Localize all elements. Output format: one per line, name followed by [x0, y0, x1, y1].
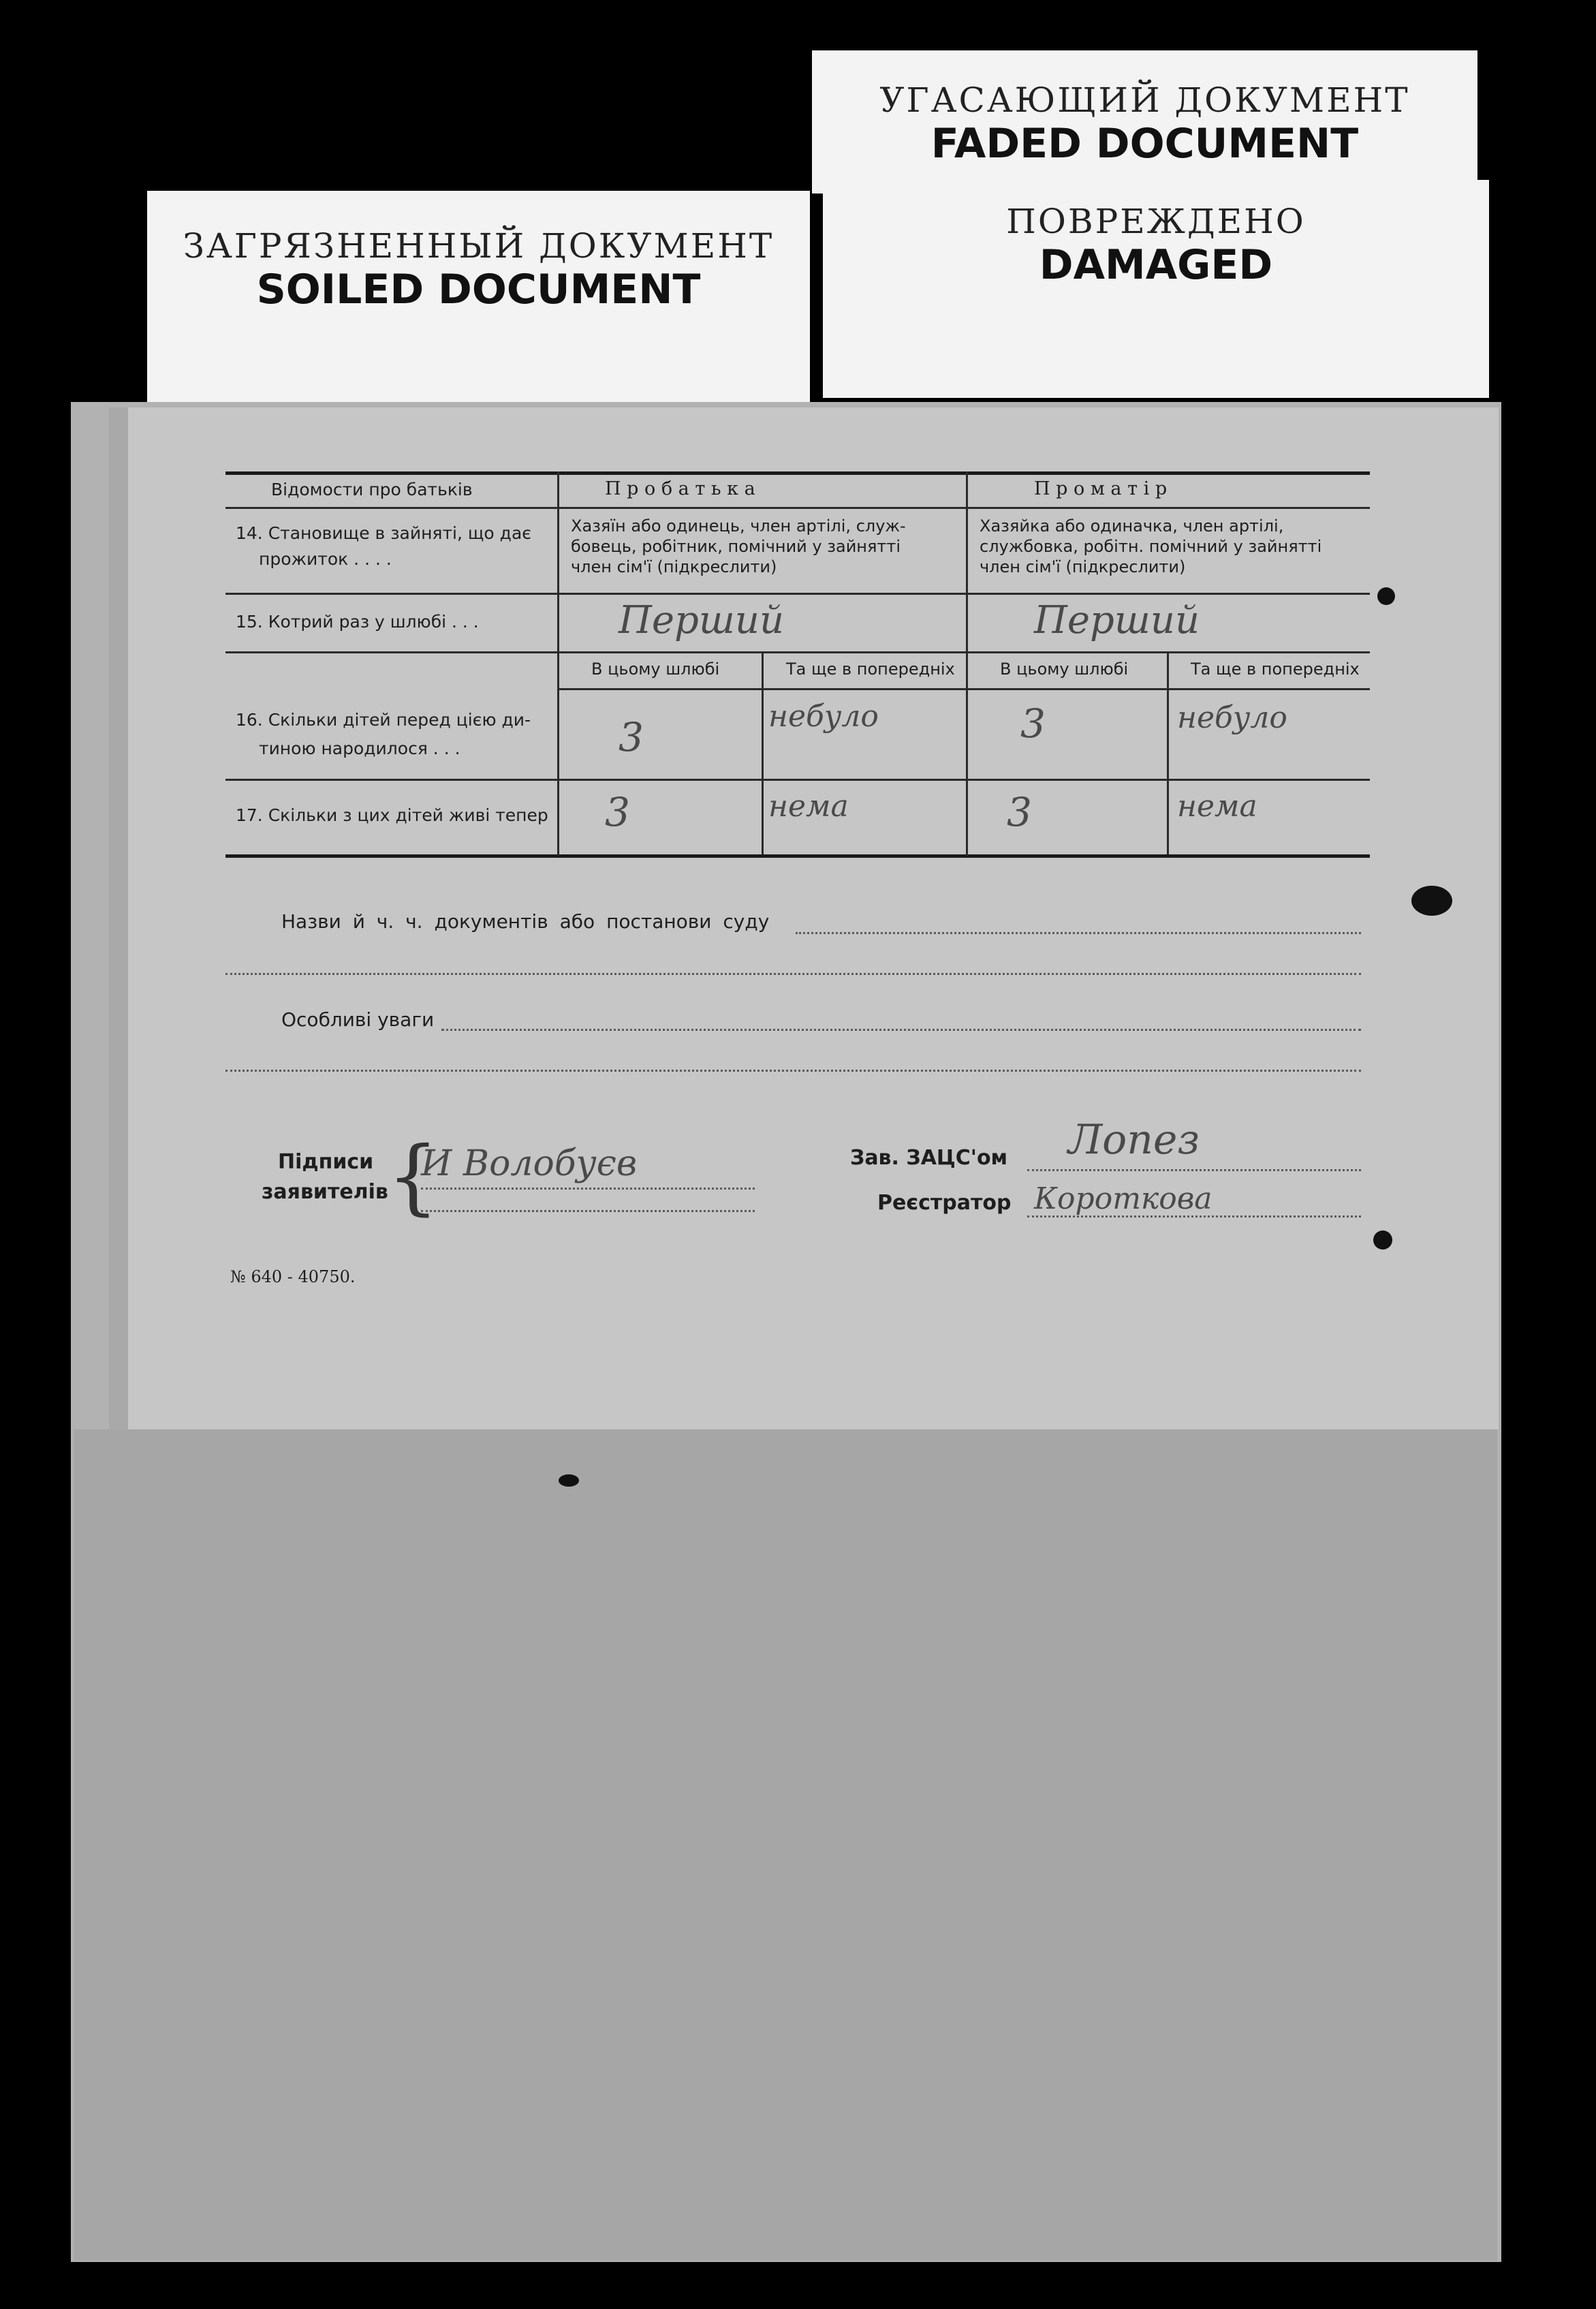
damaged-label-en: DAMAGED — [1039, 241, 1273, 289]
sub-mother-this-marriage: В цьому шлюбі — [1000, 660, 1129, 679]
row14-label-line1: 14. Становище в зайняті, що дає — [236, 523, 531, 543]
header-about-father: П р о б а т ь к а — [605, 478, 755, 499]
row14-father-line3: член сім'ї (підкреслити) — [571, 557, 777, 576]
row14-father-line2: бовець, робітник, помічний у зайнятті — [571, 537, 901, 556]
row16-father-prev: небуло — [768, 699, 879, 734]
row16-mother-this: 3 — [1020, 700, 1046, 747]
registrar-signature-line — [1027, 1215, 1361, 1218]
row14-father-line1: Хазяїн або одинець, член артілі, служ- — [571, 516, 906, 536]
head-signature: Лопез — [1068, 1116, 1200, 1164]
head-signature-line — [1027, 1169, 1361, 1171]
head-label: Зав. ЗАЦС'ом — [850, 1146, 1008, 1170]
damage-spot — [559, 1474, 579, 1487]
applicant-signature-line-2 — [421, 1210, 755, 1212]
row17-mother-prev: нема — [1177, 789, 1257, 824]
row15-rule — [225, 651, 1370, 653]
damaged-label-ru: ПОВРЕЖДЕНО — [1006, 202, 1306, 241]
row16-father-this: 3 — [619, 714, 644, 760]
table-bottom-rule — [225, 854, 1370, 858]
table-top-rule — [225, 471, 1370, 475]
row17-father-this: 3 — [605, 789, 630, 835]
registrar-signature: Короткова — [1034, 1181, 1212, 1216]
documents-label: Назви й ч. ч. документів або постанови суду — [281, 910, 770, 933]
faded-document-card — [812, 50, 1477, 193]
row14-mother-line3: член сім'ї (підкреслити) — [980, 557, 1186, 576]
row16-label-line2: тиною народилося . . . — [259, 739, 460, 758]
signatures-brace: { — [387, 1130, 439, 1224]
row16-mother-prev: небуло — [1177, 700, 1287, 735]
form-number: № 640 - 40750. — [230, 1267, 356, 1286]
remarks-line-2 — [225, 1070, 1361, 1072]
row17-father-prev: нема — [768, 789, 849, 824]
subheader-rule — [559, 688, 1370, 690]
header-about-mother: П р о м а т і р — [1034, 478, 1168, 499]
row16-label-line1: 16. Скільки дітей перед цією ди- — [236, 710, 531, 730]
registration-form-sheet — [109, 407, 1499, 1429]
faded-label-ru: УГАСАЮЩИЙ ДОКУМЕНТ — [879, 80, 1410, 120]
row14-mother-line2: службовка, робітн. помічний у зайнятті — [980, 537, 1322, 556]
registrar-label: Реєстратор — [877, 1191, 1012, 1215]
row16-rule — [225, 779, 1370, 781]
row14-label-line2: прожиток . . . . — [259, 549, 392, 569]
col-divider-1 — [557, 471, 559, 856]
row14-mother-line1: Хазяйка або одиначка, член артілі, — [980, 516, 1284, 536]
header-rule — [225, 507, 1370, 509]
remarks-line-1 — [441, 1029, 1361, 1031]
col-divider-father-sub — [762, 651, 764, 854]
sub-father-this-marriage: В цьому шлюбі — [591, 660, 720, 679]
applicant-signature-line-1 — [421, 1188, 755, 1190]
row14-rule — [225, 593, 1370, 595]
signatures-label-line2: заявителів — [262, 1180, 388, 1204]
header-parents-info: Відомости про батьків — [271, 480, 473, 499]
soiled-document-card — [147, 191, 810, 403]
row15-mother-value: Перший — [1034, 598, 1200, 642]
col-divider-mother-sub — [1167, 651, 1169, 854]
soiled-label-en: SOILED DOCUMENT — [256, 266, 701, 313]
remarks-label: Особливі уваги — [281, 1008, 435, 1031]
folder-cover — [74, 1429, 1497, 2261]
sub-father-previous: Та ще в попередніх — [786, 660, 955, 679]
damage-hole — [1377, 587, 1395, 605]
damaged-document-card — [823, 180, 1489, 398]
row15-label: 15. Котрий раз у шлюбі . . . — [236, 612, 479, 632]
documents-line-1 — [796, 932, 1361, 934]
signatures-label-line1: Підписи — [278, 1150, 374, 1174]
damage-hole — [1373, 1230, 1392, 1250]
row15-father-value: Перший — [619, 598, 785, 642]
documents-line-2 — [225, 973, 1361, 975]
applicant-signature: И Волобуєв — [421, 1143, 638, 1184]
damage-hole — [1411, 886, 1452, 916]
row17-mother-this: 3 — [1007, 789, 1032, 835]
row17-label: 17. Скільки з цих дітей живі тепер — [236, 805, 548, 825]
col-divider-2 — [966, 471, 968, 856]
soiled-label-ru: ЗАГРЯЗНЕННЫЙ ДОКУМЕНТ — [183, 226, 774, 266]
sub-mother-previous: Та ще в попередніх — [1191, 660, 1360, 679]
faded-label-en: FADED DOCUMENT — [930, 120, 1359, 168]
